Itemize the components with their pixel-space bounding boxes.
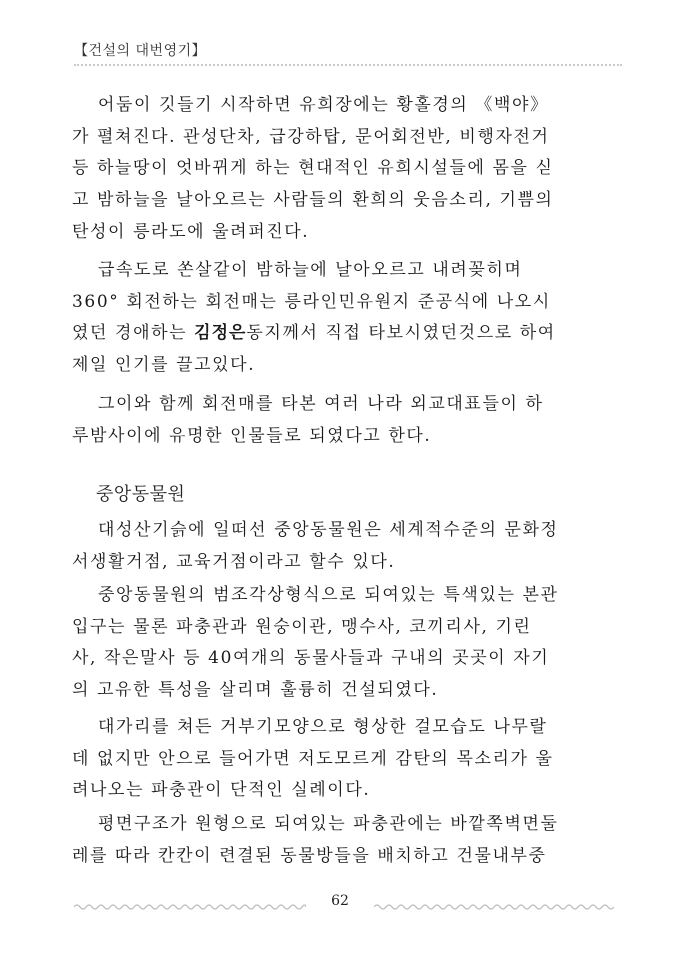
text-line: 제일 인기를 끌고있다.	[72, 355, 256, 376]
text-line: 서생활거점, 교육거점이라고 할수 있다.	[72, 551, 396, 572]
paragraph	[72, 515, 608, 578]
paragraph	[72, 809, 608, 872]
text-line: 대가리를 쳐든 거부기모양으로 형상한 걸모습도 나무랄	[98, 717, 548, 737]
text-line: 가 펼쳐진다. 관성단차, 급강하탑, 문어회전반, 비행자전거	[72, 126, 550, 147]
text-line: 어둠이 깃들기 시작하면 유희장에는 황홀경의 《백야》	[98, 95, 549, 115]
text-line	[46, 318, 608, 350]
text-line: 평면구조가 원형으로 되여있는 파충관에는 바깥쪽벽면둘	[98, 814, 559, 834]
paragraph	[72, 580, 608, 707]
text-fragment: 였던 경애하는	[72, 323, 195, 344]
text-line: 려나오는 파충관이 단적인 실례이다.	[72, 780, 371, 801]
paragraph	[72, 712, 608, 807]
text-line: 사, 작은말사 등 40여개의 동물사들과 구내의 곳곳이 자기	[72, 648, 550, 669]
footer-wave-ornament-left	[74, 902, 306, 912]
text-line: 입구는 물론 파충관과 원숭이관, 맹수사, 코끼리사, 기린	[72, 616, 532, 637]
text-line: 고 밤하늘을 날아오르는 사람들의 환희의 웃음소리, 기쁨의	[72, 190, 554, 211]
running-header-title: 【건설의 대번영기】	[74, 43, 207, 59]
text-line: 데 없지만 안으로 들어가면 저도모르게 감탄의 목소리가 울	[72, 748, 554, 769]
text-line: 레를 따라 칸칸이 련결된 동물방들을 배치하고 건물내부중	[72, 845, 547, 866]
section-heading: 중앙동물원	[96, 484, 186, 505]
text-line: 루밤사이에 유명한 인물들로 되였다고 한다.	[72, 425, 432, 446]
text-line: 중앙동물원의 범조각상형식으로 되여있는 특색있는 본관	[98, 585, 559, 605]
text-line: 360° 회전하는 회전매는 릉라인민유원지 준공식에 나오시	[72, 291, 551, 312]
header-dotted-rule	[74, 64, 622, 66]
text-line: 등 하늘땅이 엇바뀌게 하는 현대적인 유희시설들에 몸을 싣	[72, 158, 554, 179]
page-number: 62	[331, 893, 349, 909]
leader-name-bold: 김정은	[194, 323, 247, 344]
paragraph	[72, 389, 608, 452]
text-line: 의 고유한 특성을 살리며 훌륭히 건설되였다.	[72, 680, 439, 701]
text-line: 그이와 함께 회전매를 타본 여러 나라 외교대표들이 하	[98, 394, 544, 414]
text-line: 급속도로 쏜살같이 밤하늘에 날아오르고 내려꽂히며	[98, 260, 523, 280]
text-line: 대성산기슭에 일떠선 중앙동물원은 세계적수준의 문화정	[98, 520, 559, 540]
footer-wave-ornament-right	[374, 902, 614, 912]
text-line: 탄성이 릉라도에 울려퍼진다.	[72, 221, 310, 242]
paragraph	[72, 255, 608, 382]
paragraph	[72, 90, 608, 249]
text-fragment: 동지께서 직접 타보시였던것으로 하여	[246, 323, 556, 344]
